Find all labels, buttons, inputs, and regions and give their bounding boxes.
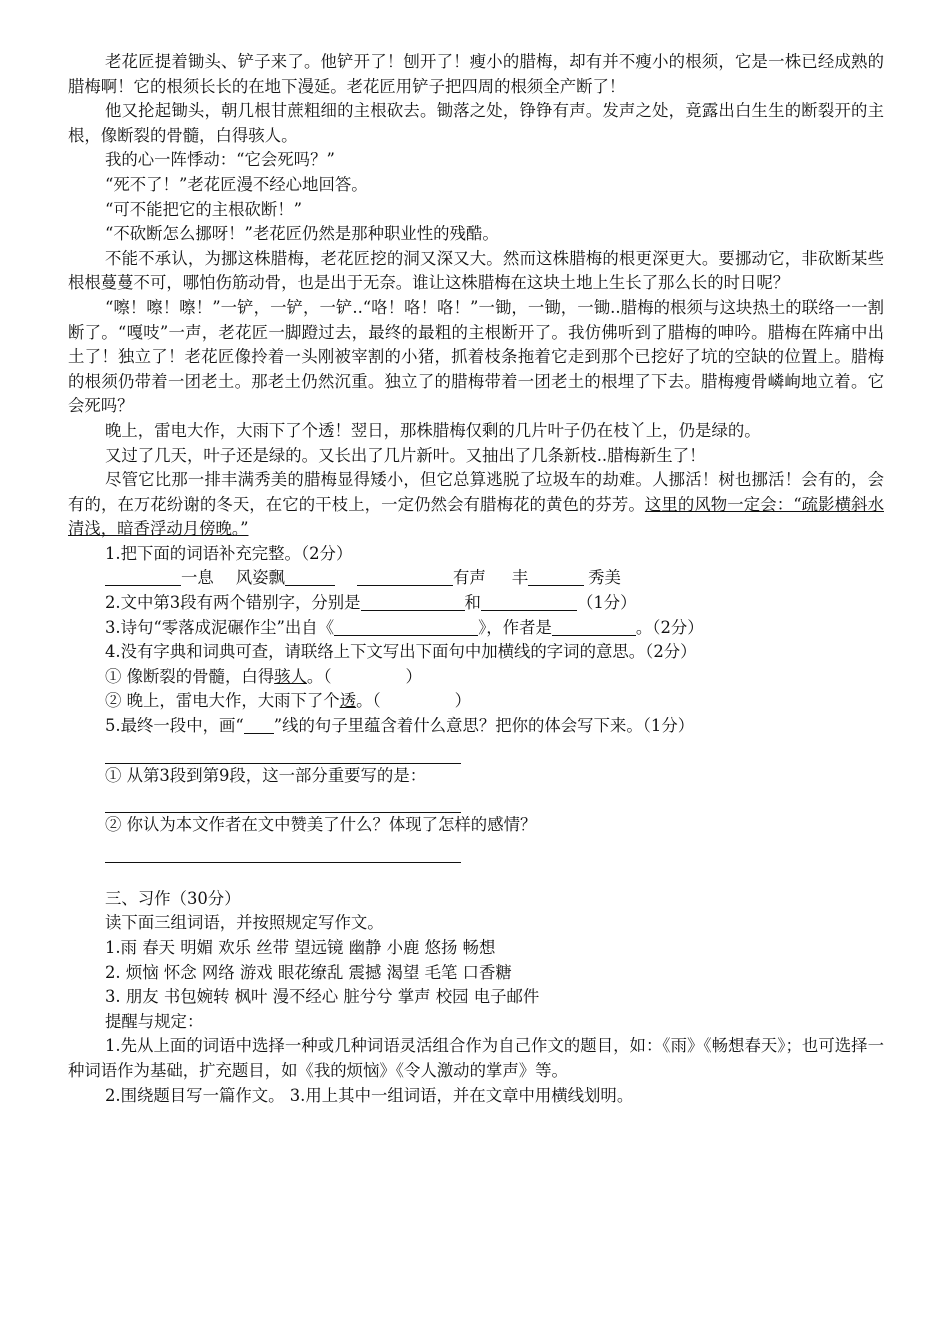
passage-paragraph-4: “死不了！”老花匠漫不经心地回答。	[105, 174, 368, 194]
q4-2-close-paren: ）	[454, 691, 472, 711]
q5-text-end: ”线的句子里蕴含着什么意思？把你的体会写下来。（1分）	[273, 716, 695, 736]
question-3	[68, 616, 884, 641]
passage-paragraph-2: 他又抡起锄头，朝几根甘蔗粗细的主根砍去。锄落之处，铮铮有声。发声之处，竟露出白生生的断裂开的主根，像断裂的骨髓，白得骇人。	[68, 101, 884, 145]
q2-answer-blank-1[interactable]	[361, 594, 465, 611]
underlined-poem-sentence: 这里的风物一定会：“疏影横斜水清浅，暗香浮动月傍晚。”	[68, 494, 884, 539]
question-6: ① 从第3段到第9段，这一部分重要写的是：	[105, 765, 427, 785]
q1-answer-blank-2[interactable]	[285, 569, 335, 586]
question-1: 1.把下面的词语补充完整。（2分）	[105, 543, 353, 563]
q3-answer-blank-1[interactable]	[334, 618, 478, 635]
word-group-1: 1.雨 春天 明媚 欢乐 丝带 望远镜 幽静 小鹿 悠扬 畅想	[105, 938, 496, 957]
writing-rule-1: 1.先从上面的词语中选择一种或几种词语灵活组合作为自己作文的题目，如：《雨》《畅想春天》；也可选择一种词语作为基础，扩充题目，如《我的烦恼》《令人激动的掌声》等。	[68, 1036, 884, 1080]
q4-2-underlined-word: 透	[339, 691, 357, 711]
q1-answer-blank-3[interactable]	[357, 569, 453, 586]
q4-1-text: ① 像断裂的骨髓，白得	[105, 666, 275, 686]
q5-text: 5.最终一段中，画“	[105, 716, 244, 736]
q4-2-open-paren: 。（	[356, 691, 381, 711]
writing-rule-2: 2.围绕题目写一篇作文。 3.用上其中一组词语，并在文章中用横线划明。	[105, 1085, 634, 1105]
q7-answer-line[interactable]	[105, 838, 461, 863]
q2-text: 2.文中第3段有两个错别字，分别是	[105, 593, 361, 613]
q1-answer-blank-1[interactable]	[105, 569, 181, 586]
q1-word-4: 丰	[511, 568, 529, 588]
word-group-2: 2. 烦恼 怀念 网络 游戏 眼花缭乱 震撼 渴望 毛笔 口香糖	[105, 962, 512, 982]
writing-heading: 三、习作（30分）	[105, 888, 241, 908]
question-2	[68, 591, 884, 616]
passage-paragraph-8: “嚓！嚓！嚓！”一铲，一铲，一铲..“咯！咯！咯！”一锄，一锄，一锄..腊梅的根须与这块热土的联络一一割断了。“嘎吱”一声，老花匠一脚蹬过去，最终的最粗的主根断开了。我仿佛听到了腊梅的呻吟。腊梅在阵痛中出土了！独立了！老花匠像拎着一头刚被宰割的小猪，抓着枝条拖着它走到那个已挖好了坑的空缺的位置上。腊梅的根须仍带着一团老土。那老土仍然沉重。独立了的腊梅带着一团老土的根埋了下去。腊梅瘦骨嶙峋地立着。它会死吗？	[68, 297, 884, 416]
q1-word-5: 秀美	[588, 568, 621, 588]
question-4-item-2	[68, 689, 884, 714]
q2-connector: 和	[464, 593, 481, 613]
q5-answer-line[interactable]	[105, 739, 461, 764]
word-group-3: 3. 朋友 书包婉转 枫叶 漫不经心 脏兮兮 掌声 校园 电子邮件	[105, 987, 540, 1007]
passage-paragraph-1: 老花匠提着锄头、铲子来了。他铲开了！刨开了！瘦小的腊梅，却有并不瘦小的根须，它是一株已经成熟的腊梅啊！它的根须长长的在地下漫延。老花匠用铲子把四周的根须全产断了！	[68, 52, 884, 96]
q3-score: 。（2分）	[635, 617, 704, 637]
question-1-blanks	[68, 566, 884, 591]
q1-answer-blank-4[interactable]	[528, 569, 584, 586]
q4-1-close-paren: ）	[405, 666, 422, 686]
q6-answer-line[interactable]	[105, 788, 461, 813]
writing-intro: 读下面三组词语，并按照规定写作文。	[105, 913, 384, 933]
question-5	[68, 714, 884, 739]
q1-word-3: 有声	[452, 568, 486, 588]
passage-paragraph-6: “不砍断怎么挪呀！”老花匠仍然是那种职业性的残酷。	[105, 224, 499, 244]
document-page	[68, 50, 884, 1108]
q2-score: （1分）	[576, 593, 637, 613]
question-4-item-1	[68, 665, 884, 690]
passage-paragraph-5: “可不能把它的主根砍断！”	[105, 199, 303, 219]
q4-1-underlined-word: 骇人	[274, 666, 307, 686]
question-4: 4.没有字典和词典可查，请联络上下文写出下面句中加横线的字词的意思。（2分）	[105, 642, 697, 662]
passage-paragraph-11-text: 尽管它比那一排丰满秀美的腊梅显得矮小，但它总算逃脱了垃圾车的劫难。人挪活！树也挪活！会有的，会有的，在万花纷谢的冬天，在它的干枝上，一定仍然会有腊梅花的黄色的芬芳。	[68, 470, 884, 514]
question-7: ② 你认为本文作者在文中赞美了什么？体现了怎样的感情？	[105, 815, 537, 835]
q1-word-1: 一息	[181, 568, 214, 588]
q4-1-open-paren: 。（	[306, 666, 332, 686]
q3-connector: 》，作者是	[478, 617, 552, 637]
q5-line-sample	[244, 717, 274, 734]
q3-answer-blank-2[interactable]	[552, 618, 636, 635]
q3-text: 3.诗句“零落成泥碾作尘”出自《	[105, 617, 335, 637]
passage-paragraph-11	[68, 468, 884, 542]
passage-paragraph-10: 又过了几天，叶子还是绿的。又长出了几片新叶。又抽出了几条新枝..腊梅新生了！	[105, 445, 706, 465]
q4-2-text: ② 晚上，雷电大作，大雨下了个	[105, 691, 340, 711]
passage-paragraph-3: 我的心一阵悸动：“它会死吗？”	[105, 150, 335, 170]
writing-reminder: 提醒与规定：	[105, 1011, 204, 1031]
q1-word-2: 风姿飘	[235, 568, 285, 588]
q2-answer-blank-2[interactable]	[481, 594, 577, 611]
passage-paragraph-7: 不能不承认，为挪这株腊梅，老花匠挖的洞又深又大。然而这株腊梅的根更深更大。要挪动它，非砍断某些根根蔓蔓不可，哪怕伤筋动骨，也是出于无奈。谁让这株腊梅在这块土地上生长了那么长的时日呢？	[68, 248, 884, 293]
passage-paragraph-9: 晚上，雷电大作，大雨下了个透！翌日，那株腊梅仅剩的几片叶子仍在枝丫上，仍是绿的。	[105, 420, 761, 440]
